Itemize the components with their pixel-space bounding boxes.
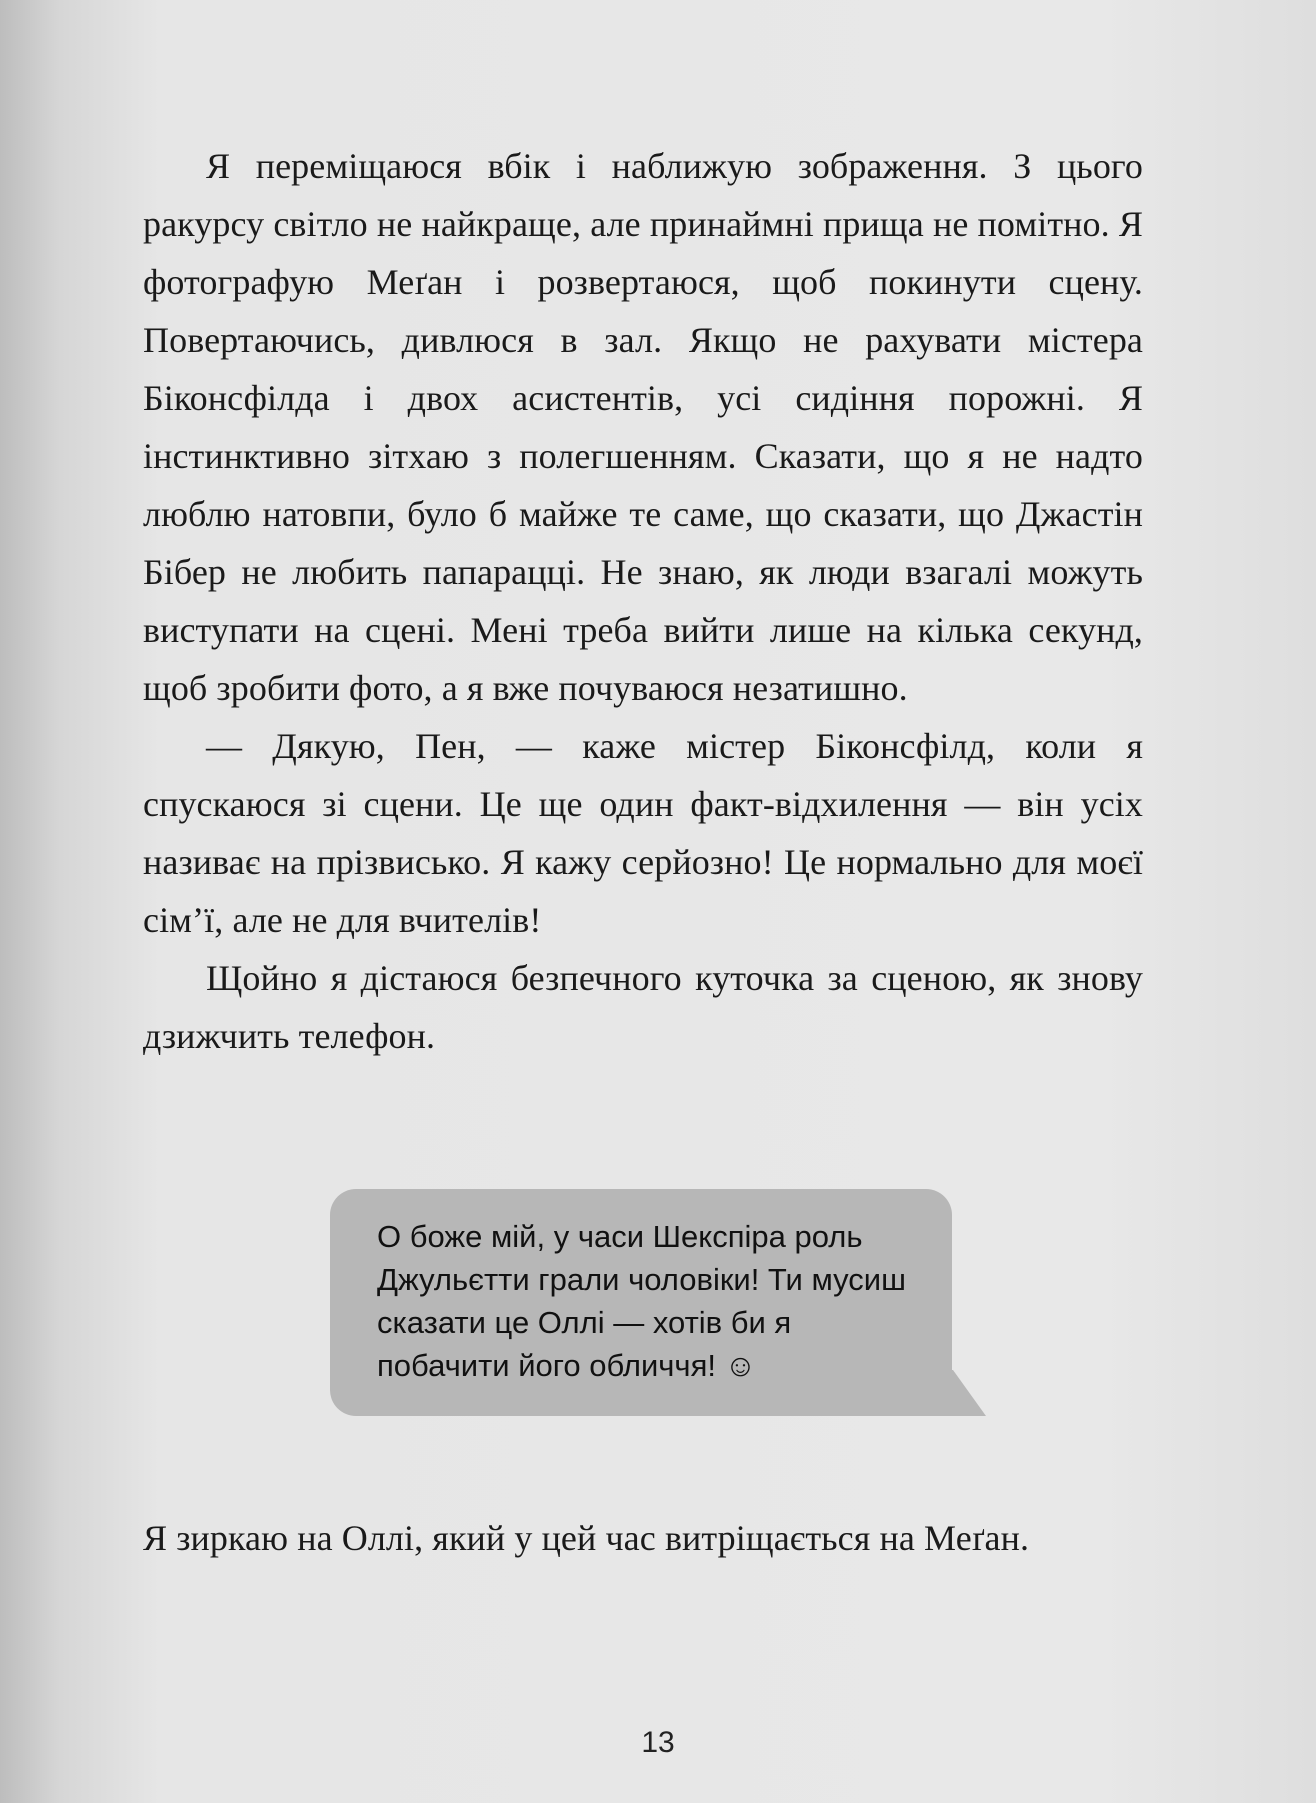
after-text <box>143 1509 1143 1567</box>
main-text <box>143 137 1143 1065</box>
paragraph-3: Щойно я дістаюся безпечного куточка за сценою, як знову дзижчить телефон. <box>143 958 1143 1056</box>
page-number: 13 <box>641 1726 675 1759</box>
paragraph-after-message: Я зиркаю на Оллі, який у цей час витріщається на Меґан. <box>143 1518 1030 1558</box>
message-text: О боже мій, у часи Шекспіра роль Джульєтти грали чоловіки! Ти мусиш сказати це Оллі — хотів би я побачити його обличчя! ☺ <box>377 1219 906 1383</box>
message-bubble <box>330 1189 952 1416</box>
paragraph-2: — Дякую, Пен, — каже містер Біконсфілд, коли я спускаюся зі сцени. Це ще один факт-відхилення — він усіх називає на прізвисько. Я кажу серйозно! Це нормально для моєї сім’ї, але не для вчителів! <box>143 726 1143 940</box>
paragraph-1: Я переміщаюся вбік і наближую зображення. З цього ракурсу світло не найкраще, але принаймні прища не помітно. Я фотографую Меґан і розвертаюся, щоб покинути сцену. Повертаючись, дивлюся в зал. Якщо не рахувати містера Біконсфілда і двох асистентів, усі сидіння порожні. Я інстинктивно зітхаю з полегшенням. Сказати, що я не надто люблю натовпи, було б майже те саме, що сказати, що Джастін Бібер не любить папарацці. Не знаю, як люди взагалі можуть виступати на сцені. Мені треба вийти лише на кілька секунд, щоб зробити фото, а я вже почуваюся незатишно. <box>143 146 1143 708</box>
